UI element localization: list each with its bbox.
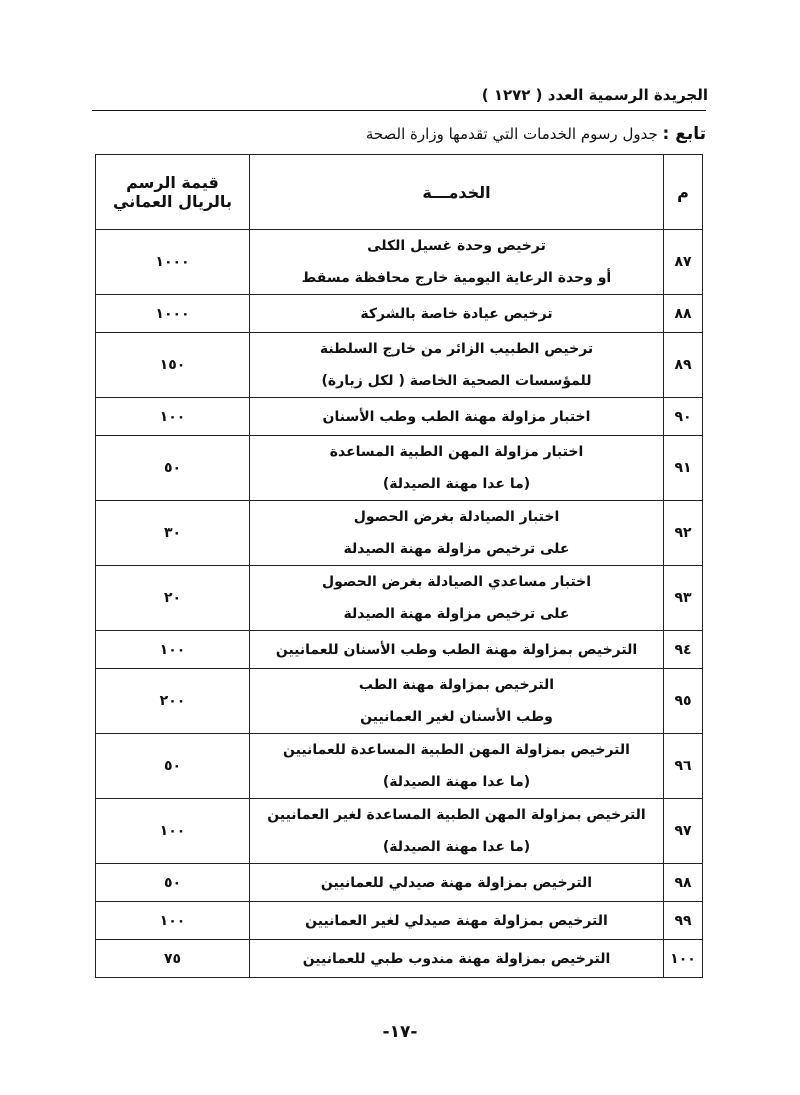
header-divider — [92, 110, 706, 111]
service-line: الترخيص بمزاولة المهن الطبية المساعدة لغير العمانيين — [267, 807, 646, 823]
service-line: اختبار مزاولة مهنة الطب وطب الأسنان — [322, 408, 591, 425]
service-line: الترخيص بمزاولة المهن الطبية المساعدة للعمانيين — [283, 742, 630, 758]
service-line: الترخيص بمزاولة مهنة صيدلي لغير العمانيين — [305, 912, 608, 929]
caption-continued-label: تابع : — [662, 124, 706, 144]
row-number: ٨٩ — [664, 333, 703, 398]
service-line: (ما عدا مهنة الصيدلة) — [382, 476, 531, 492]
table-row — [96, 398, 703, 436]
row-number: ٩٩ — [664, 902, 703, 940]
service-cell — [250, 398, 664, 436]
fee-value: ٢٠٠ — [96, 669, 250, 734]
service-cell — [250, 436, 664, 501]
table-caption — [366, 124, 706, 144]
table-body — [96, 230, 703, 978]
service-line: الترخيص بمزاولة مهنة مندوب طبي للعمانيين — [302, 950, 611, 967]
table-row — [96, 799, 703, 864]
table-row — [96, 669, 703, 734]
service-cell — [250, 799, 664, 864]
running-header-title: الجريدة الرسمية العدد ( ١٢٧٢ ) — [481, 86, 708, 104]
service-line: على ترخيص مزاولة مهنة الصيدلة — [343, 606, 570, 622]
header-fee — [96, 155, 250, 230]
service-line: الترخيص بمزاولة مهنة الطب وطب الأسنان للعمانيين — [275, 641, 638, 658]
row-number: ٨٧ — [664, 230, 703, 295]
table-row — [96, 566, 703, 631]
fee-value: ١٠٠ — [96, 902, 250, 940]
fee-value: ٥٠ — [96, 864, 250, 902]
service-line: وطب الأسنان لغير العمانيين — [360, 709, 553, 725]
table-row — [96, 230, 703, 295]
row-number: ٩٦ — [664, 734, 703, 799]
row-number: ٩٥ — [664, 669, 703, 734]
service-line: ترخيص وحدة غسيل الكلى — [367, 238, 546, 254]
service-cell — [250, 333, 664, 398]
service-line: ترخيص الطبيب الزائر من خارج السلطنة — [319, 341, 594, 357]
service-cell — [250, 864, 664, 902]
service-line: أو وحدة الرعاية اليومية خارج محافظة مسقط — [301, 270, 612, 286]
table-row — [96, 940, 703, 978]
fee-value: ٣٠ — [96, 501, 250, 566]
fee-value: ٥٠ — [96, 436, 250, 501]
table-row — [96, 864, 703, 902]
row-number: ٩٢ — [664, 501, 703, 566]
service-line: الترخيص بمزاولة مهنة صيدلي للعمانيين — [320, 874, 593, 891]
service-cell — [250, 734, 664, 799]
row-number: ٩٤ — [664, 631, 703, 669]
fee-value: ١٠٠ — [96, 799, 250, 864]
service-cell — [250, 902, 664, 940]
table-row — [96, 902, 703, 940]
table-header-row — [96, 155, 703, 230]
fee-value: ١٠٠٠ — [96, 295, 250, 333]
table-row — [96, 734, 703, 799]
table-row — [96, 333, 703, 398]
header-fee-line2: بالريال العماني — [113, 192, 232, 211]
header-fee-line1: قيمة الرسم — [126, 173, 219, 192]
row-number: ٩٠ — [664, 398, 703, 436]
header-number: م — [664, 155, 703, 230]
fee-value: ١٥٠ — [96, 333, 250, 398]
row-number: ٨٨ — [664, 295, 703, 333]
fees-table — [95, 154, 703, 978]
fee-value: ٧٥ — [96, 940, 250, 978]
fee-value: ١٠٠ — [96, 398, 250, 436]
fee-value: ٥٠ — [96, 734, 250, 799]
service-cell — [250, 295, 664, 333]
row-number: ٩١ — [664, 436, 703, 501]
service-cell — [250, 501, 664, 566]
service-cell — [250, 230, 664, 295]
table-row — [96, 501, 703, 566]
service-line: على ترخيص مزاولة مهنة الصيدلة — [343, 541, 570, 557]
row-number: ٩٨ — [664, 864, 703, 902]
fee-value: ١٠٠ — [96, 631, 250, 669]
table-row — [96, 631, 703, 669]
table-row — [96, 295, 703, 333]
service-line: اختبار مساعدي الصيادلة بغرض الحصول — [321, 574, 592, 590]
service-cell — [250, 566, 664, 631]
fee-value: ٢٠ — [96, 566, 250, 631]
service-line: الترخيص بمزاولة مهنة الطب — [358, 677, 555, 693]
service-cell — [250, 631, 664, 669]
service-line: اختبار مزاولة المهن الطبية المساعدة — [329, 444, 584, 460]
row-number: ١٠٠ — [664, 940, 703, 978]
table-row — [96, 436, 703, 501]
row-number: ٩٣ — [664, 566, 703, 631]
service-cell — [250, 940, 664, 978]
service-line: (ما عدا مهنة الصيدلة) — [382, 774, 531, 790]
header-service: الخدمـــة — [250, 155, 664, 230]
service-line: (ما عدا مهنة الصيدلة) — [382, 839, 531, 855]
fee-value: ١٠٠٠ — [96, 230, 250, 295]
service-line: للمؤسسات الصحية الخاصة ( لكل زيارة) — [321, 373, 592, 389]
caption-title: جدول رسوم الخدمات التي تقدمها وزارة الصحة — [365, 125, 658, 143]
service-cell — [250, 669, 664, 734]
row-number: ٩٧ — [664, 799, 703, 864]
page-number: -١٧- — [382, 1022, 418, 1042]
service-line: ترخيص عيادة خاصة بالشركة — [360, 305, 553, 322]
service-line: اختبار الصيادلة بغرض الحصول — [353, 509, 560, 525]
